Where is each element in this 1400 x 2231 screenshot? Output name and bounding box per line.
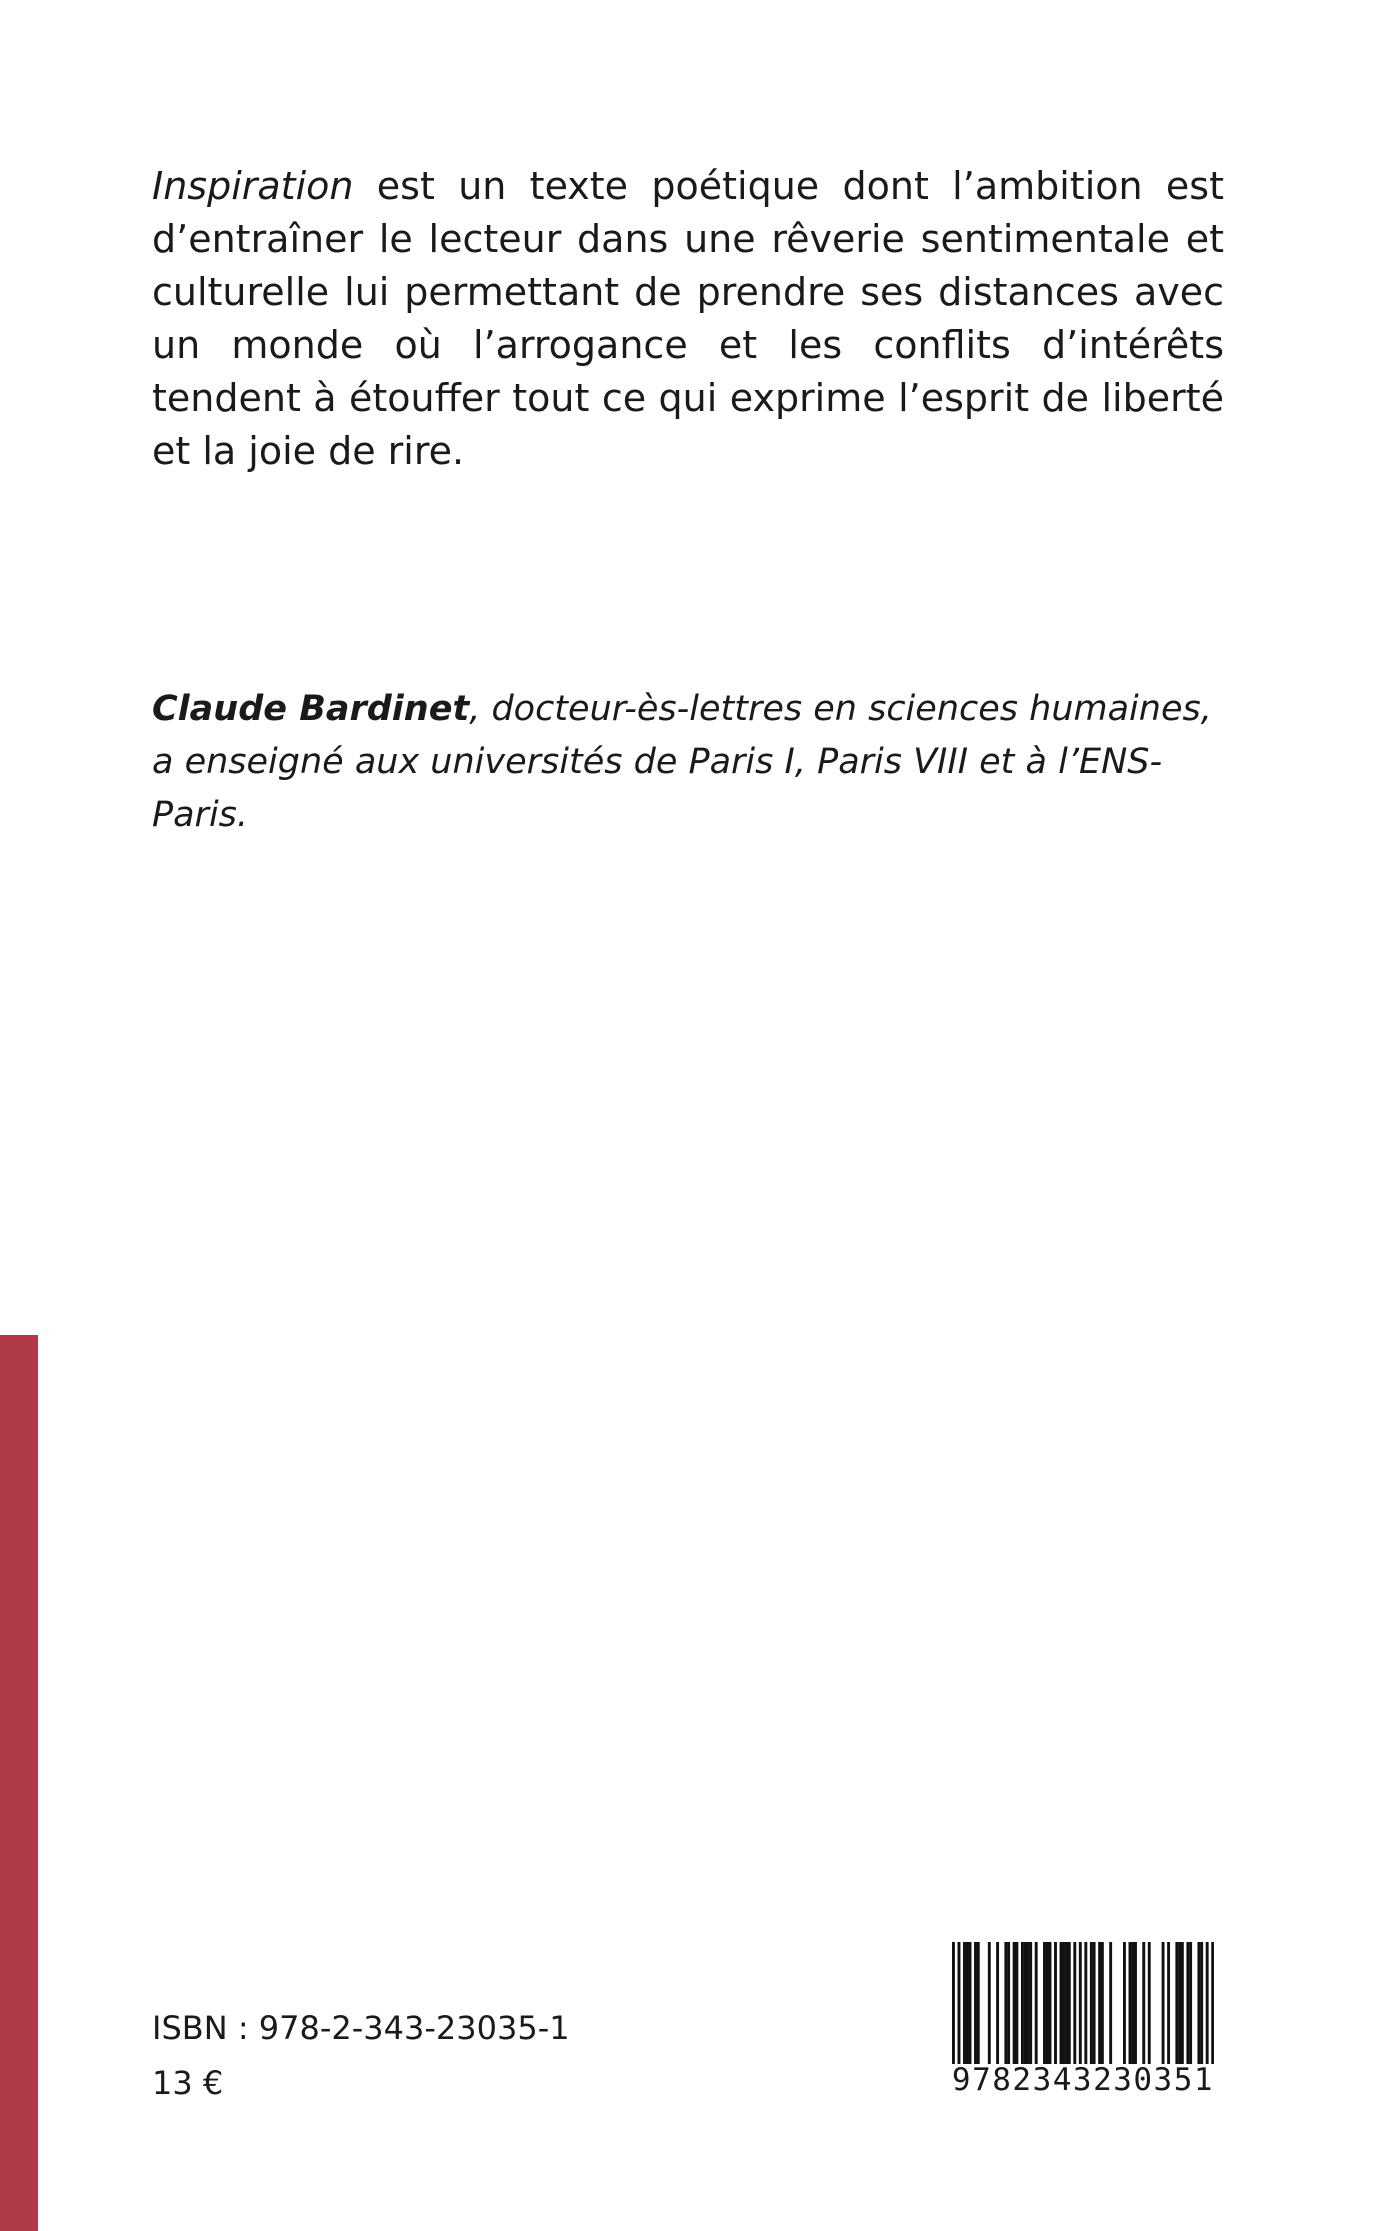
barcode-bar	[1065, 1942, 1068, 2064]
barcode-bar	[1046, 1942, 1049, 2064]
barcode-bar	[1129, 1942, 1132, 2064]
barcode-bar	[1200, 1942, 1203, 2064]
barcode-bar	[1178, 1942, 1181, 2064]
barcode-bar	[988, 1942, 991, 2064]
barcode-bar	[1026, 1942, 1029, 2064]
barcode-bar	[1131, 1942, 1134, 2064]
barcode-bar	[1029, 1942, 1032, 2064]
barcode-bar	[1068, 1942, 1071, 2064]
barcode-bar	[1148, 1942, 1151, 2064]
author-name: Claude Bardinet	[152, 689, 470, 729]
barcode-bar	[963, 1942, 966, 2064]
barcode-bar	[1084, 1942, 1087, 2064]
barcode-bar	[958, 1942, 961, 2064]
barcode-digits: 9782343230351	[951, 2062, 1215, 2098]
barcode-bar	[969, 1942, 972, 2064]
barcode-bar	[974, 1942, 977, 2064]
barcode-bar	[1175, 1942, 1178, 2064]
barcode-bar	[1004, 1942, 1007, 2064]
barcode-bar	[1090, 1942, 1093, 2064]
author-bio-text: , docteur-ès-lettres en sciences humaines, a enseigné aux universités de Paris I, Paris VIII et à l’ENS-Paris.	[152, 689, 1212, 835]
barcode-bar	[1123, 1942, 1126, 2064]
isbn-label: ISBN : 978-2-343-23035-1	[152, 2009, 570, 2047]
barcode-bar	[1186, 1942, 1189, 2064]
barcode-bars-icon	[952, 1942, 1214, 2064]
barcode-bar	[1060, 1942, 1063, 2064]
book-title: Inspiration	[152, 164, 354, 208]
red-side-band	[0, 1335, 38, 2231]
barcode-bar	[977, 1942, 980, 2064]
barcode-bar	[966, 1942, 969, 2064]
barcode-bar	[1162, 1942, 1165, 2064]
barcode-bar	[1098, 1942, 1101, 2064]
barcode-bar	[1167, 1942, 1170, 2064]
barcode-bar	[1211, 1942, 1214, 2064]
barcode-bar	[1015, 1942, 1018, 2064]
barcode-bar	[1093, 1942, 1096, 2064]
barcode-bar	[1013, 1942, 1016, 2064]
barcode	[938, 1936, 1228, 2106]
barcode-bar	[1062, 1942, 1065, 2064]
barcode-bar	[1024, 1942, 1027, 2064]
author-bio	[152, 683, 1232, 842]
barcode-bar	[1142, 1942, 1145, 2064]
barcode-bar	[1134, 1942, 1137, 2064]
back-cover-blurb	[152, 160, 1224, 478]
barcode-bar	[1007, 1942, 1010, 2064]
barcode-bar	[1197, 1942, 1200, 2064]
barcode-bar	[1043, 1942, 1046, 2064]
barcode-bar	[1079, 1942, 1082, 2064]
barcode-bar	[1189, 1942, 1192, 2064]
barcode-bar	[1073, 1942, 1076, 2064]
blurb-text: est un texte poétique dont l’ambition est d’entraîner le lecteur dans une rêverie sentimentale et culturelle lui permettant de prendre ses distances avec un monde où l’arrogance et les conflits d’intérêts tendent à étouffer tout ce qui exprime l’esprit de liberté et la joie de rire.	[152, 164, 1224, 473]
barcode-bar	[996, 1942, 999, 2064]
barcode-bar	[1054, 1942, 1057, 2064]
barcode-bar	[1101, 1942, 1104, 2064]
barcode-bar	[952, 1942, 955, 2064]
barcode-bar	[1181, 1942, 1184, 2064]
barcode-bar	[1021, 1942, 1024, 2064]
price-label: 13 €	[152, 2064, 224, 2102]
barcode-bar	[1035, 1942, 1038, 2064]
barcode-bar	[1109, 1942, 1112, 2064]
barcode-bar	[1206, 1942, 1209, 2064]
barcode-bar	[1049, 1942, 1052, 2064]
